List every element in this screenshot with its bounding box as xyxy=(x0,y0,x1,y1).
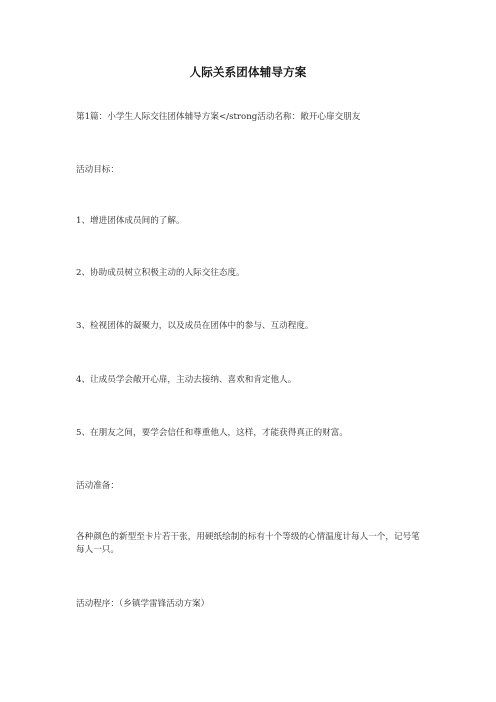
paragraph-intro: 第1篇：小学生人际交往团体辅导方案</strong活动名称：敞开心扉交朋友 xyxy=(76,112,361,122)
paragraph-prep-body: 各种颜色的新型至卡片若干张，用硬纸绘制的标有十个等级的心情温度计每人一个，记号笔每人一只。 xyxy=(76,532,420,555)
paragraph-goal-4: 4、让成员学会敞开心扉，主动去接纳、喜欢和肯定他人。 xyxy=(76,375,297,385)
paragraph-goal-5: 5、在朋友之间，要学会信任和尊重他人，这样，才能获得真正的财富。 xyxy=(76,428,348,438)
paragraph-goal-1: 1、增进团体成员间的了解。 xyxy=(76,216,185,226)
paragraph-prep-heading: 活动准备： xyxy=(76,481,119,491)
paragraph-goals-heading: 活动目标： xyxy=(76,165,119,175)
paragraph-goal-2: 2、协助成员树立积极主动的人际交往态度。 xyxy=(76,268,245,278)
document-title: 人际关系团体辅导方案 xyxy=(189,65,307,79)
paragraph-procedure-heading: 活动程序：（乡镇学雷锋活动方案） xyxy=(76,599,210,609)
paragraph-goal-3: 3、检视团体的凝聚力，以及成员在团体中的参与、互动程度。 xyxy=(76,321,314,331)
